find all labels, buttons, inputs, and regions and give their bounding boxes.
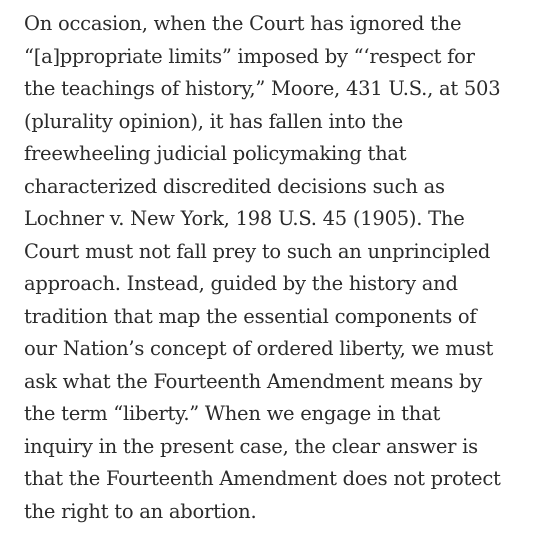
passage-line: ask what the Fourteenth Amendment means by xyxy=(24,369,483,393)
passage-line: the term “liberty.” When we engage in that xyxy=(24,402,441,425)
passage-line: characterized discredited decisions such as xyxy=(24,174,445,198)
passage-line: the right to an abortion. xyxy=(24,499,257,523)
passage-line: freewheeling judicial policymaking that xyxy=(24,142,407,165)
passage-line: tradition that map the essential components of xyxy=(24,304,477,328)
passage-line: the teachings of history,” Moore, 431 U.S., at 503 xyxy=(24,77,501,100)
quoted-passage xyxy=(24,8,524,528)
passage-line: Lochner v. New York, 198 U.S. 45 (1905). The xyxy=(24,207,465,230)
passage-line: “[a]ppropriate limits” imposed by “‘respect for xyxy=(24,44,475,68)
passage-line: approach. Instead, guided by the history and xyxy=(24,272,458,295)
passage-line: that the Fourteenth Amendment does not protect xyxy=(24,467,501,490)
passage-line: inquiry in the present case, the clear answer is xyxy=(24,434,478,458)
passage-line: (plurality opinion), it has fallen into the xyxy=(24,109,403,133)
passage-line: Court must not fall prey to such an unprincipled xyxy=(24,239,491,263)
passage-line: our Nation’s concept of ordered liberty, we must xyxy=(24,337,494,360)
passage-line: On occasion, when the Court has ignored the xyxy=(24,12,462,35)
